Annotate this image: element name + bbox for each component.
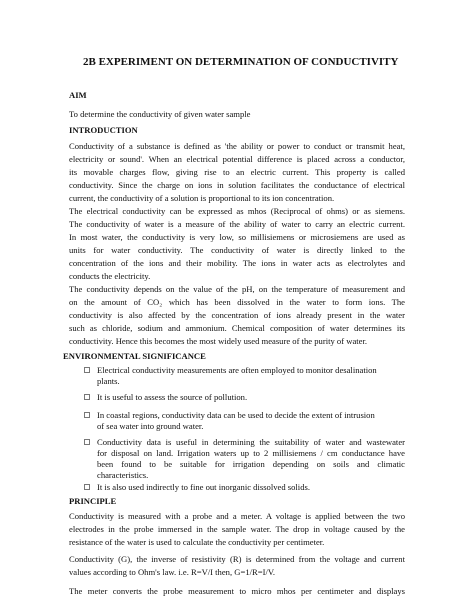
env-item: of sea water into ground water.: [97, 421, 204, 431]
intro-line: conductivity. Hence this becomes the most widely used measure of the purity of water.: [69, 336, 367, 346]
intro-line: conducts the electricity.: [69, 271, 151, 281]
bullet-box-icon: [84, 484, 90, 490]
env-item: for disposal on land. Irrigation waters up to 2 millisiemens / cm conductance have: [97, 448, 405, 458]
bullet-box-icon: [84, 394, 90, 400]
intro-line: conductivity is also affected by the concentration of ions already present in the water: [69, 310, 405, 320]
env-item: In coastal regions, conductivity data can be used to decide the extent of intrusion: [97, 410, 375, 420]
intro-line: on the amount of CO₂ which has been dissolved in the water to form ions. The: [69, 297, 405, 307]
intro-line: such as chloride, sodium and ammonium. Chemical composition of water determines its: [69, 323, 405, 333]
principle-line: electrodes in the probe immersed in the sample water. The drop in voltage caused by the: [69, 524, 405, 534]
aim-text: To determine the conductivity of given water sample: [69, 109, 251, 119]
principle-heading: PRINCIPLE: [69, 496, 117, 506]
env-item: characteristics.: [97, 470, 149, 480]
introduction-heading: INTRODUCTION: [69, 125, 138, 135]
intro-line: The electrical conductivity can be expressed as mhos (Reciprocal of ohms) or as siemens.: [69, 206, 405, 216]
intro-line: electricity or sound'. When an electrical potential difference is placed across a conductor,: [69, 154, 405, 164]
principle-line: resistance of the water is used to calculate the conductivity per centimeter.: [69, 537, 325, 547]
principle-line: Conductivity (G), the inverse of resistivity (R) is determined from the voltage and current: [69, 554, 405, 564]
bullet-box-icon: [84, 367, 90, 373]
environmental-significance-heading: ENVIRONMENTAL SIGNIFICANCE: [63, 351, 206, 361]
intro-line: Conductivity of a substance is defined as 'the ability or power to conduct or transmit heat,: [69, 141, 405, 151]
intro-line: its movable charges flow, giving rise to an electric current. This property is called: [69, 167, 405, 177]
intro-line: The conductivity depends on the value of the pH, on the temperature of measurement and: [69, 284, 405, 294]
page-title: 2B EXPERIMENT ON DETERMINATION OF CONDUCTIVITY: [83, 56, 399, 68]
intro-line: conductivity. Since the charge on ions in solution facilitates the conductance of electrical: [69, 180, 405, 190]
aim-heading: AIM: [69, 90, 87, 100]
env-item: It is also used indirectly to fine out inorganic dissolved solids.: [97, 482, 310, 492]
intro-line: units for water conductivity. The conductivity of water is directly linked to the: [69, 245, 405, 255]
env-item: Conductivity data is useful in determining the suitability of water and wastewater: [97, 437, 405, 447]
intro-line: The conductivity of water is a measure of the ability of water to carry an electric current.: [69, 219, 405, 229]
env-item: Electrical conductivity measurements are often employed to monitor desalination: [97, 365, 377, 375]
env-item: been found to be suitable for irrigation depending on soils and climatic: [97, 459, 405, 469]
bullet-box-icon: [84, 412, 90, 418]
intro-line: current, the conductivity of a solution is proportional to its ion concentration.: [69, 193, 335, 203]
env-item: It is useful to assess the source of pollution.: [97, 392, 248, 402]
intro-line: In most water, the conductivity is very low, so millisiemens or microsiemens are used as: [69, 232, 405, 242]
principle-line: values according to Ohm's law. i.e. R=V/I then, G=1/R=I/V.: [69, 567, 276, 577]
intro-line: concentration of the ions and their mobility. The ions in water acts as electrolytes and: [69, 258, 405, 268]
bullet-box-icon: [84, 439, 90, 445]
env-item: plants.: [97, 376, 120, 386]
principle-line: The meter converts the probe measurement to micro mhos per centimeter and displays: [69, 586, 405, 596]
principle-line: Conductivity is measured with a probe and a meter. A voltage is applied between the two: [69, 511, 405, 521]
